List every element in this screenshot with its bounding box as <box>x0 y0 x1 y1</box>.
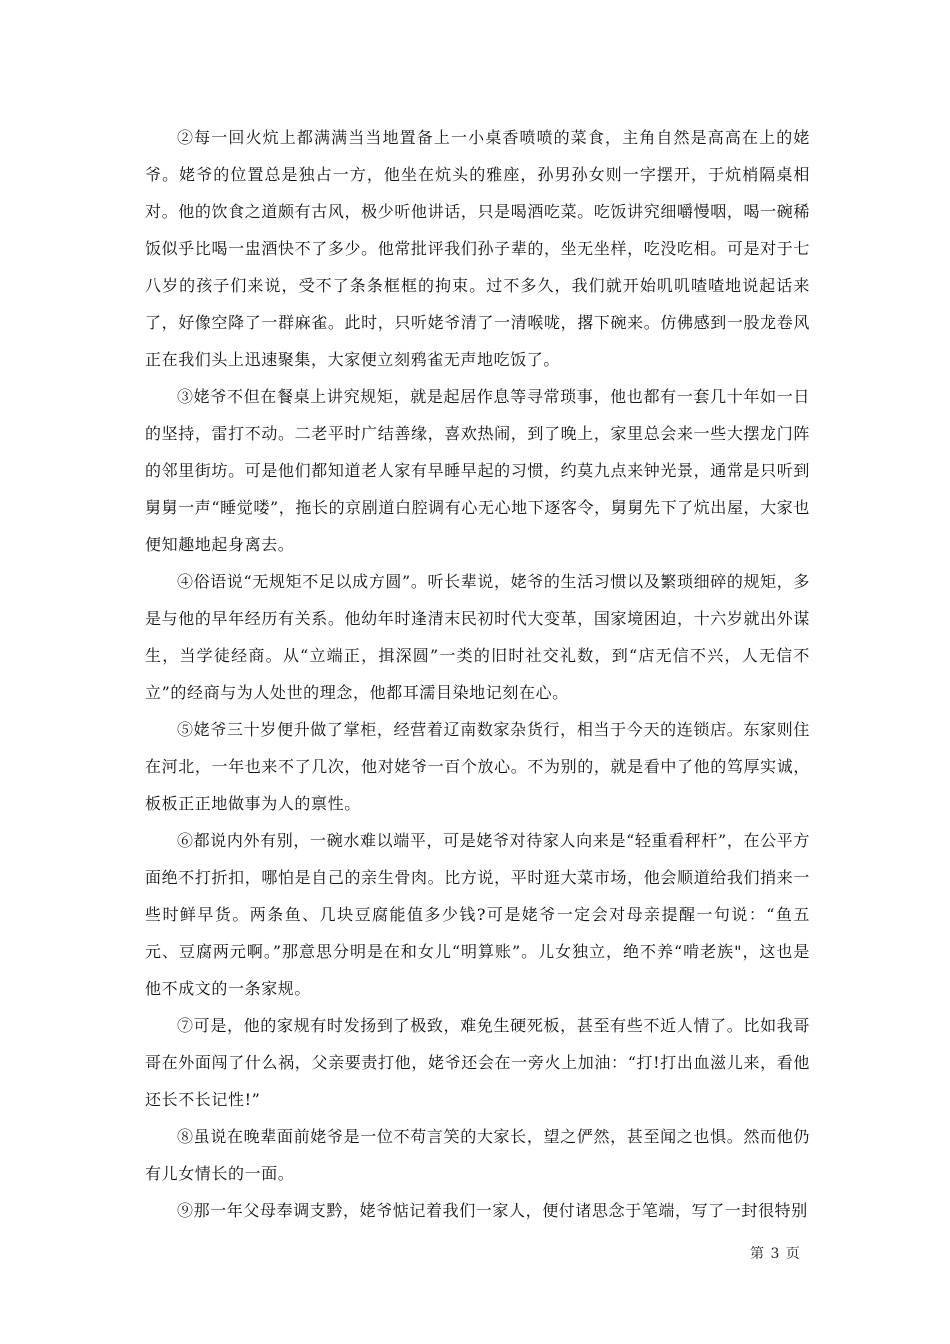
page-number: 第 3 页 <box>750 1246 801 1262</box>
paragraph-4: ④俗语说“无规矩不足以成方圆”。听长辈说，姥爷的生活习惯以及繁琐细碎的规矩，多是与他的早年经历有关系。他幼年时逢清末民初时代大变革，国家境困迫，十六岁就出外谋生，当学徒经商。从“立端正，揖深圆”一类的旧时社交礼数，到“店无信不兴，人无信不立”的经商与为人处世的理念，他都耳濡目染地记刻在心。 <box>145 572 810 702</box>
paragraph-2: ②每一回火炕上都满满当当地置备上一小桌香喷喷的菜食，主角自然是高高在上的姥爷。姥爷的位置总是独占一方，他坐在炕头的雅座，孙男孙女则一字摆开，于炕梢隔桌相对。他的饮食之道颇有古风，极少听他讲话，只是喝酒吃菜。吃饭讲究细嚼慢咽，喝一碗稀饭似乎比喝一盅酒快不了多少。他常批评我们孙子辈的，坐无坐样，吃没吃相。可是对于七八岁的孩子们来说，受不了条条框框的拘束。过不多久，我们就开始叽叽喳喳地说起话来了，好像空降了一群麻雀。此时，只听姥爷清了一清喉咙，撂下碗来。仿佛感到一股龙卷风正在我们头上迅速聚集，大家便立刻鸦雀无声地吃饭了。 <box>145 128 810 369</box>
paragraph-5: ⑤姥爷三十岁便升做了掌柜，经营着辽南数家杂货行，相当于今天的连锁店。东家则住在河北，一年也来不了几次，他对姥爷一百个放心。不为别的，就是看中了他的笃厚实诚，板板正正地做事为人的禀性。 <box>145 720 810 813</box>
paragraph-8: ⑧虽说在晚辈面前姥爷是一位不苟言笑的大家长，望之俨然，甚至闻之也惧。然而他仍有儿女情长的一面。 <box>145 1127 810 1183</box>
paragraph-7: ⑦可是，他的家规有时发扬到了极致，难免生硬死板，甚至有些不近人情了。比如我哥哥在外面闯了什么祸，父亲要责打他，姥爷还会在一旁火上加油：“打!打出血滋儿来，看他还长不长记性!” <box>145 1016 810 1109</box>
document-body <box>145 119 810 1229</box>
paragraph-9: ⑨那一年父母奉调支黔，姥爷惦记着我们一家人，便付诸思念于笔端，写了一封很特别 <box>177 1201 808 1220</box>
paragraph-6: ⑥都说内外有别，一碗水难以端平，可是姥爷对待家人向来是“轻重看秤杆”，在公平方面绝不打折扣，哪怕是自己的亲生骨肉。比方说，平时逛大菜市场，他会顺道给我们捎来一些时鲜早货。两条鱼、几块豆腐能值多少钱?可是姥爷一定会对母亲提醒一句说：“鱼五元、豆腐两元啊。”那意思分明是在和女儿“明算账”。儿女独立，绝不养“啃老族"，这也是他不成文的一条家规。 <box>145 831 810 998</box>
paragraph-3: ③姥爷不但在餐桌上讲究规矩，就是起居作息等寻常琐事，他也都有一套几十年如一日的坚持，雷打不动。二老平时广结善缘，喜欢热闹，到了晚上，家里总会来一些大摆龙门阵的邻里街坊。可是他们都知道老人家有早睡早起的习惯，约莫九点来钟光景，通常是只听到舅舅一声“睡觉喽”，拖长的京剧道白腔调有心无心地下逐客令，舅舅先下了炕出屋，大家也便知趣地起身离去。 <box>145 387 810 554</box>
